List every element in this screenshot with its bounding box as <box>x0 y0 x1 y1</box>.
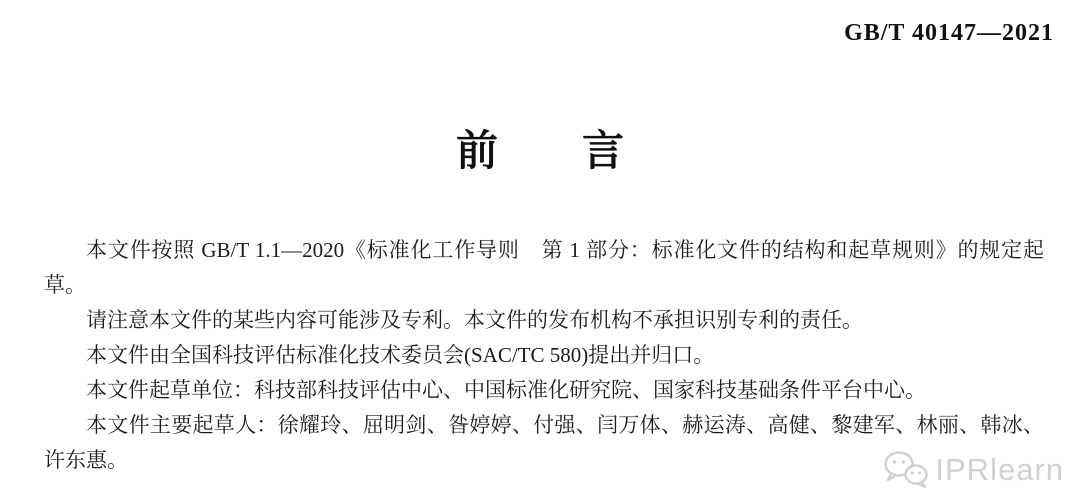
standard-number: GB/T 40147—2021 <box>844 20 1054 46</box>
paragraph-proposing-body: 本文件由全国科技评估标准化技术委员会(SAC/TC 580)提出并归口。 <box>86 343 715 367</box>
watermark-label: IPRlearn <box>935 452 1064 487</box>
watermark <box>882 449 1064 491</box>
document-body <box>44 233 1044 478</box>
paragraph-drafting-organizations: 本文件起草单位：科技部科技评估中心、中国标准化研究院、国家科技基础条件平台中心。 <box>86 378 926 402</box>
page-title: 前 言 <box>455 127 624 174</box>
paragraph-main-drafters: 本文件主要起草人：徐耀玲、屈明剑、昝婷婷、付强、闫万体、赫运涛、高健、黎建军、林丽、韩冰、许东惠。 <box>44 413 1044 472</box>
wechat-icon <box>882 449 930 491</box>
paragraph-patent-notice: 请注意本文件的某些内容可能涉及专利。本文件的发布机构不承担识别专利的责任。 <box>86 308 863 332</box>
paragraph-drafting-rules: 本文件按照 GB/T 1.1—2020《标准化工作导则 第 1 部分：标准化文件的结构和起草规则》的规定起草。 <box>44 238 1044 297</box>
